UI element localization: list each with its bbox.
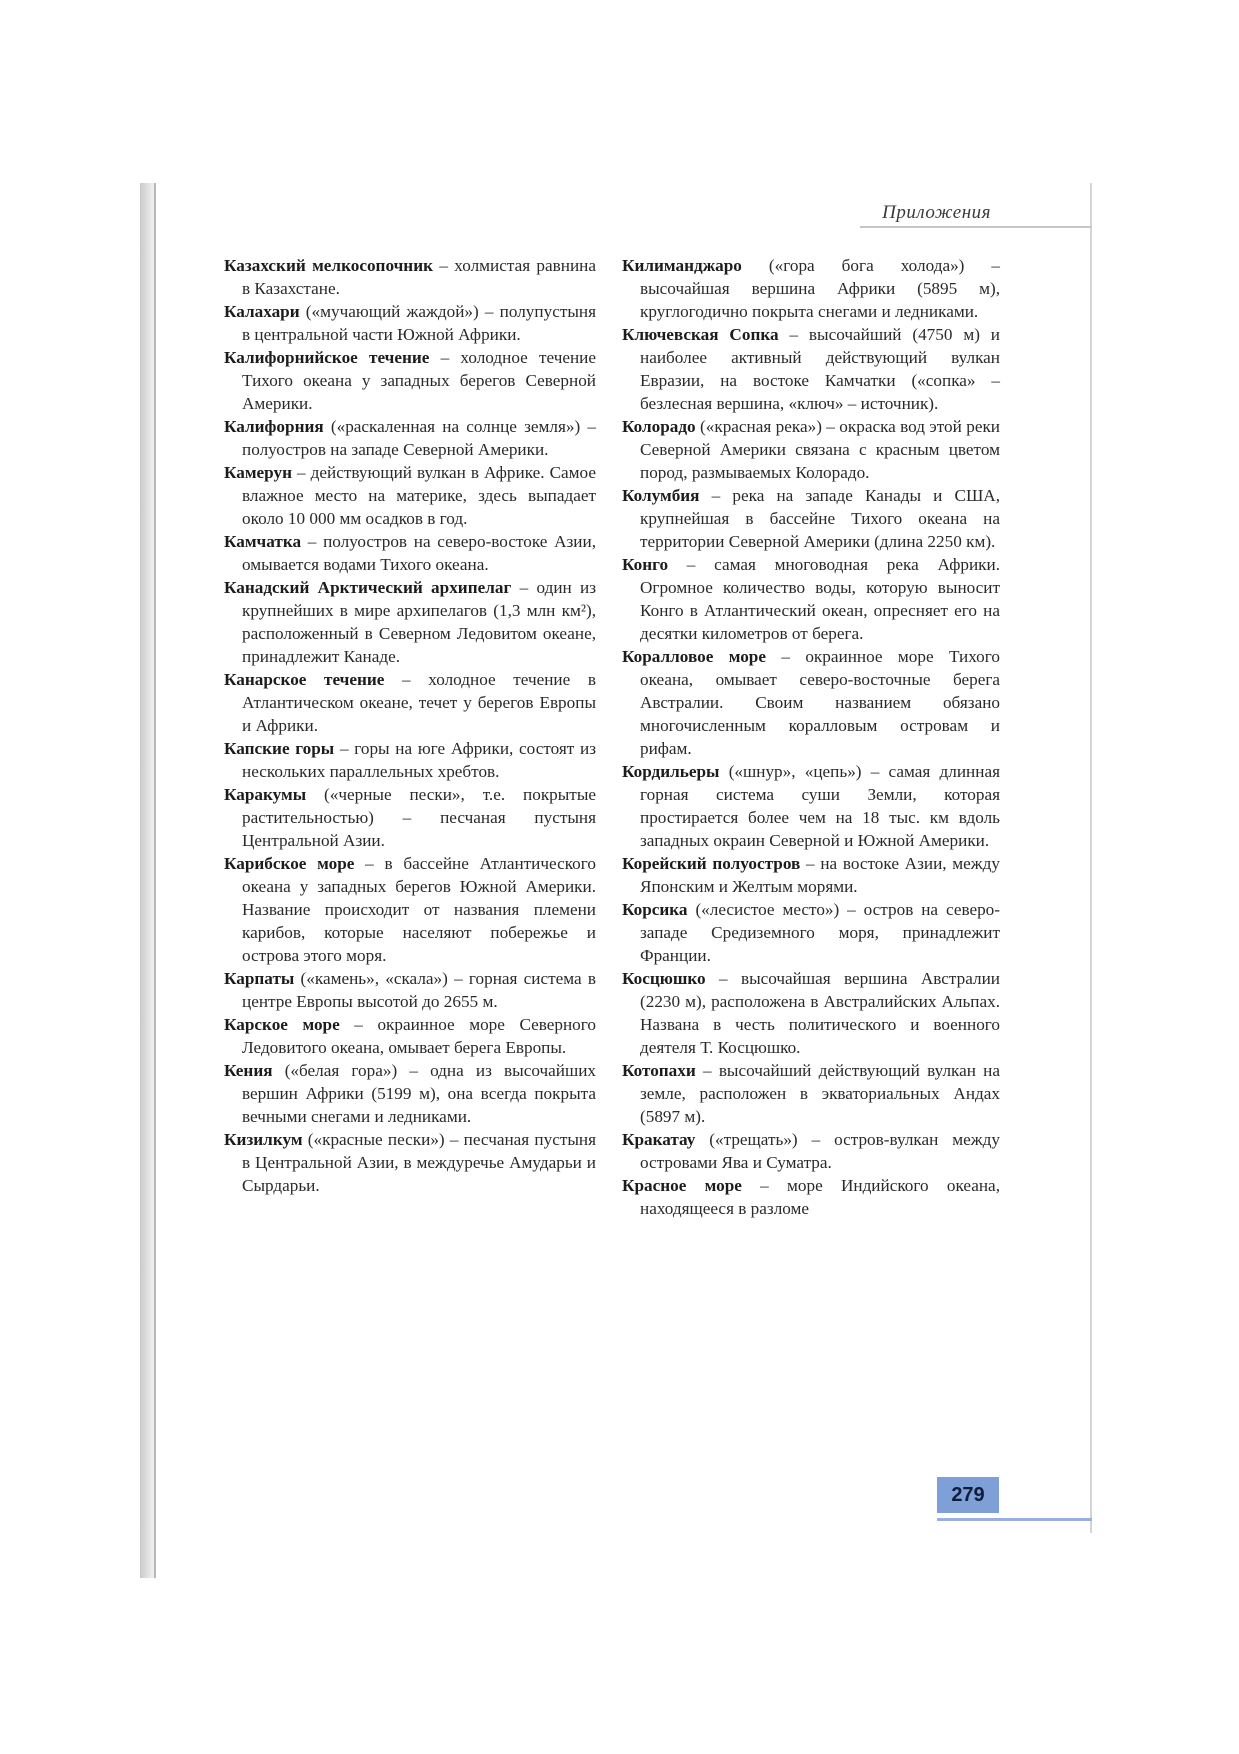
- entry-definition: – горы на юге Африки, состоят из нескольких параллельных хребтов.: [242, 739, 596, 781]
- glossary-entry: [622, 1128, 1000, 1174]
- glossary-entry: [622, 1059, 1000, 1128]
- entry-term: Карское море: [224, 1015, 340, 1034]
- entry-term: Косцюшко: [622, 969, 706, 988]
- entry-term: Карпаты: [224, 969, 295, 988]
- glossary-entry: [224, 737, 596, 783]
- entry-definition: – действующий вулкан в Африке. Самое влажное место на материке, здесь выпадает около 10 000 мм осадков в год.: [242, 463, 596, 528]
- glossary-entry: [622, 760, 1000, 852]
- entry-definition: («белая гора») – одна из высочайших вершин Африки (5199 м), она всегда покрыта вечными снегами и ледниками.: [242, 1061, 596, 1126]
- entry-definition: – полуостров на северо-востоке Азии, омывается водами Тихого океана.: [242, 532, 596, 574]
- entry-term: Ключевская Сопка: [622, 325, 779, 344]
- entry-definition: («раскаленная на солнце земля») – полуостров на западе Северной Америки.: [242, 417, 596, 459]
- entry-definition: – высочайший (4750 м) и наиболее активный действующий вулкан Евразии, на востоке Камчатки («сопка» – безлесная вершина, «ключ» – источник).: [640, 325, 1000, 413]
- entry-definition: – холодное течение в Атлантическом океане, течет у берегов Европы и Африки.: [242, 670, 596, 735]
- entry-definition: – самая многоводная река Африки. Огромное количество воды, которую выносит Конго в Атлантический океан, опресняет его на десятки километров от берега.: [640, 555, 1000, 643]
- entry-term: Красное море: [622, 1176, 742, 1195]
- glossary-entry: [224, 300, 596, 346]
- glossary-entry: [224, 1059, 596, 1128]
- right-column: [622, 254, 1000, 1220]
- entry-definition: – на востоке Азии, между Японским и Желтым морями.: [640, 854, 1000, 896]
- entry-term: Коралловое море: [622, 647, 766, 666]
- entry-term: Корсика: [622, 900, 688, 919]
- entry-term: Кордильеры: [622, 762, 720, 781]
- entry-term: Капские горы: [224, 739, 335, 758]
- glossary-entry: [224, 967, 596, 1013]
- glossary-entry: [224, 254, 596, 300]
- header-rule: [860, 226, 1092, 228]
- book-gutter-line: [154, 183, 156, 1578]
- entry-definition: – окраинное море Северного Ледовитого океана, омывает берега Европы.: [242, 1015, 596, 1057]
- entry-term: Карибское море: [224, 854, 355, 873]
- glossary-entry: [622, 415, 1000, 484]
- entry-term: Корейский полуостров: [622, 854, 801, 873]
- glossary-entry: [622, 553, 1000, 645]
- entry-definition: («красная река») – окраска вод этой реки Северной Америки связана с красным цветом пород, размываемых Колорадо.: [640, 417, 1000, 482]
- entry-term: Кракатау: [622, 1130, 696, 1149]
- glossary-entry: [224, 415, 596, 461]
- entry-term: Килиманджаро: [622, 256, 742, 275]
- glossary-entry: [224, 576, 596, 668]
- entry-term: Конго: [622, 555, 669, 574]
- glossary-entry: [622, 1174, 1000, 1220]
- glossary-entry: [622, 484, 1000, 553]
- entry-definition: – холмистая равнина в Казахстане.: [242, 256, 596, 298]
- glossary-entry: [622, 967, 1000, 1059]
- entry-definition: – окраинное море Тихого океана, омывает северо-восточные берега Австралии. Своим названием обязано многочисленным коралловым островам и рифам.: [640, 647, 1000, 758]
- glossary-entry: [224, 1013, 596, 1059]
- glossary-entry: [224, 783, 596, 852]
- glossary-entry: [224, 1128, 596, 1197]
- entry-definition: – море Индийского океана, находящееся в разломе: [640, 1176, 1000, 1218]
- left-column: [224, 254, 596, 1197]
- entry-term: Казахский мелкосопочник: [224, 256, 434, 275]
- entry-definition: – в бассейне Атлантического океана у западных берегов Южной Америки. Название происходит от названия племени карибов, которые населяют побережье и острова этого моря.: [242, 854, 596, 965]
- entry-term: Калифорнийское течение: [224, 348, 430, 367]
- glossary-entry: [224, 530, 596, 576]
- glossary-entry: [622, 323, 1000, 415]
- glossary-entry: [622, 254, 1000, 323]
- entry-term: Кения: [224, 1061, 273, 1080]
- entry-definition: («камень», «скала») – горная система в центре Европы высотой до 2655 м.: [242, 969, 596, 1011]
- entry-definition: («шнур», «цепь») – самая длинная горная система суши Земли, которая простирается более чем на 18 тыс. км вдоль западных окраин Северной и Южной Америки.: [640, 762, 1000, 850]
- page-number: 279: [937, 1477, 999, 1513]
- entry-definition: («красные пески») – песчаная пустыня в Центральной Азии, в междуречье Амударьи и Сырдарьи.: [242, 1130, 596, 1195]
- entry-definition: («трещать») – остров-вулкан между островами Ява и Суматра.: [640, 1130, 1000, 1172]
- entry-term: Каракумы: [224, 785, 307, 804]
- entry-term: Колорадо: [622, 417, 696, 436]
- glossary-entry: [622, 645, 1000, 760]
- entry-definition: («гора бога холода») – высочайшая вершина Африки (5895 м), круглогодично покрыта снегами и ледниками.: [640, 256, 1000, 321]
- entry-term: Канарское течение: [224, 670, 385, 689]
- entry-term: Калифорния: [224, 417, 324, 436]
- glossary-entry: [224, 668, 596, 737]
- entry-term: Канадский Арктический архипелаг: [224, 578, 512, 597]
- entry-definition: – один из крупнейших в мире архипелагов (1,3 млн км²), расположенный в Северном Ледовитом океане, принадлежит Канаде.: [242, 578, 597, 666]
- entry-term: Камерун: [224, 463, 292, 482]
- footer-rule: [937, 1518, 1092, 1521]
- glossary-entry: [622, 852, 1000, 898]
- glossary-entry: [622, 898, 1000, 967]
- entry-term: Колумбия: [622, 486, 700, 505]
- section-title: Приложения: [882, 202, 991, 223]
- entry-definition: («черные пески», т.е. покрытые растительностью) – песчаная пустыня Центральной Азии.: [242, 785, 596, 850]
- entry-definition: («мучающий жаждой») – полупустыня в центральной части Южной Африки.: [242, 302, 596, 344]
- entry-definition: – высочайший действующий вулкан на земле, расположен в экваториальных Андах (5897 м).: [640, 1061, 1000, 1126]
- entry-definition: – высочайшая вершина Австралии (2230 м), расположена в Австралийских Альпах. Названа в честь политического и военного деятеля Т. Косцюшко.: [640, 969, 1000, 1057]
- entry-definition: – река на западе Канады и США, крупнейшая в бассейне Тихого океана на территории Северной Америки (длина 2250 км).: [640, 486, 1000, 551]
- entry-term: Кизилкум: [224, 1130, 303, 1149]
- entry-term: Котопахи: [622, 1061, 696, 1080]
- glossary-entry: [224, 346, 596, 415]
- glossary-entry: [224, 461, 596, 530]
- page-edge-line: [1090, 183, 1092, 1533]
- entry-definition: – холодное течение Тихого океана у западных берегов Северной Америки.: [242, 348, 596, 413]
- entry-definition: («лесистое место») – остров на северо-западе Средиземного моря, принадлежит Франции.: [640, 900, 1000, 965]
- entry-term: Калахари: [224, 302, 300, 321]
- entry-term: Камчатка: [224, 532, 302, 551]
- glossary-entry: [224, 852, 596, 967]
